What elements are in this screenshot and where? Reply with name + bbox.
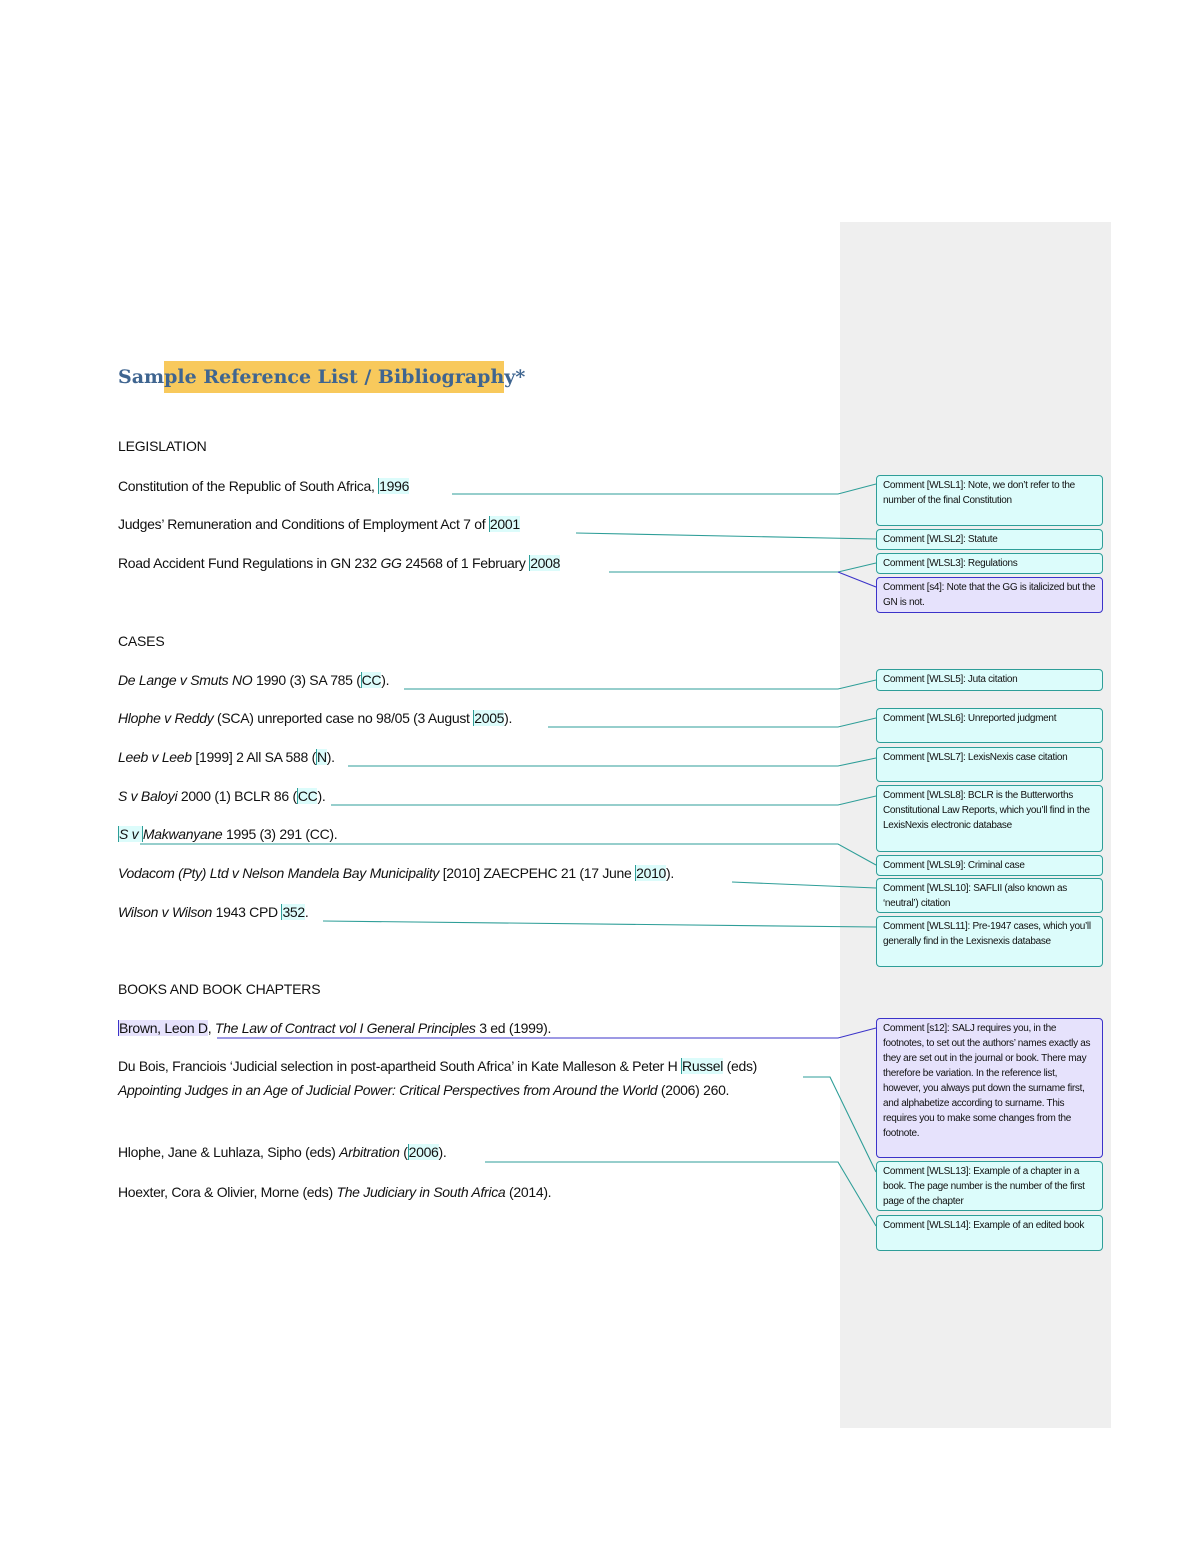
comment-anchor[interactable]: CC — [297, 788, 318, 804]
leader-line-8 — [331, 796, 876, 805]
leader-line-10 — [732, 882, 876, 888]
comment-balloon[interactable]: Comment [s4]: Note that the GG is italicized but the GN is not. — [876, 577, 1103, 613]
reference-wilson: Wilson v Wilson 1943 CPD 352. — [118, 904, 309, 920]
comment-anchor[interactable]: 2006 — [408, 1144, 439, 1160]
comment-balloon[interactable]: Comment [WLSL9]: Criminal case — [876, 855, 1103, 876]
leader-line-4 — [838, 572, 876, 587]
reference-de-lange: De Lange v Smuts NO 1990 (3) SA 785 (CC). — [118, 672, 390, 688]
reference-hlophe-luhlaza: Hlophe, Jane & Luhlaza, Sipho (eds) Arbitration (2006). — [118, 1144, 447, 1160]
reference-leeb: Leeb v Leeb [1999] 2 All SA 588 (N). — [118, 749, 335, 765]
comment-balloon[interactable]: Comment [s12]: SALJ requires you, in the footnotes, to set out the authors’ names exactly as they are set out in the journal or book. There may therefore be variation. In the reference list, however, you always put down the surname first, and alphabetize according to surname. This requires you to make some changes from the footnote. — [876, 1018, 1103, 1158]
reference-vodacom: Vodacom (Pty) Ltd v Nelson Mandela Bay Municipality [2010] ZAECPEHC 21 (17 June 2010). — [118, 865, 674, 881]
comment-balloon[interactable]: Comment [WLSL11]: Pre-1947 cases, which you’ll generally find in the Lexisnexis database — [876, 916, 1103, 967]
comment-anchor[interactable]: 2010 — [636, 865, 667, 881]
comment-balloon[interactable]: Comment [WLSL14]: Example of an edited book — [876, 1215, 1103, 1251]
comment-balloon[interactable]: Comment [WLSL13]: Example of a chapter in a book. The page number is the number of the first page of the chapter — [876, 1161, 1103, 1211]
reference-constitution: Constitution of the Republic of South Africa, 1996 — [118, 478, 410, 494]
leader-line-5 — [404, 680, 876, 689]
reference-hlophe-reddy: Hlophe v Reddy (SCA) unreported case no 98/05 (3 August 2005). — [118, 710, 513, 726]
comment-anchor[interactable]: 2001 — [489, 516, 520, 532]
comment-balloon[interactable]: Comment [WLSL1]: Note, we don’t refer to the number of the final Constitution — [876, 475, 1103, 526]
section-heading-cases: CASES — [118, 633, 165, 649]
comment-anchor[interactable]: 352 — [282, 904, 305, 920]
comment-anchor[interactable]: N — [316, 749, 327, 765]
comment-anchor[interactable]: 2005 — [474, 710, 505, 726]
comment-anchor[interactable]: S v — [119, 826, 142, 842]
comment-anchor[interactable]: CC — [361, 672, 382, 688]
page-title: Sample Reference List / Bibliography* — [118, 366, 525, 388]
leader-line-3 — [609, 563, 876, 572]
comment-anchor[interactable]: Russel — [682, 1058, 724, 1074]
comment-balloon[interactable]: Comment [WLSL3]: Regulations — [876, 553, 1103, 574]
comment-balloon[interactable]: Comment [WLSL2]: Statute — [876, 529, 1103, 550]
comment-anchor[interactable]: 2008 — [530, 555, 561, 571]
section-heading-books: BOOKS AND BOOK CHAPTERS — [118, 981, 321, 997]
section-heading-legislation: LEGISLATION — [118, 438, 207, 454]
comment-balloon[interactable]: Comment [WLSL6]: Unreported judgment — [876, 708, 1103, 743]
reference-brown: Brown, Leon D, The Law of Contract vol I General Principles 3 ed (1999). — [119, 1020, 552, 1036]
comment-balloon[interactable]: Comment [WLSL8]: BCLR is the Butterworths Constitutional Law Reports, which you’ll find in the LexisNexis electronic database — [876, 785, 1103, 852]
comment-anchor[interactable]: Brown, Leon D — [119, 1020, 208, 1036]
leader-line-7 — [348, 758, 876, 766]
leader-line-11 — [323, 921, 876, 927]
reference-raf-regulations: Road Accident Fund Regulations in GN 232 GG 24568 of 1 February 2008 — [118, 555, 561, 571]
reference-baloyi: S v Baloyi 2000 (1) BCLR 86 (CC). — [118, 788, 326, 804]
reference-judges-act: Judges’ Remuneration and Conditions of Employment Act 7 of 2001 — [118, 516, 520, 532]
comment-anchor[interactable]: 1996 — [379, 478, 410, 494]
reference-makwanyane: S v Makwanyane 1995 (3) 291 (CC). — [119, 826, 338, 842]
comment-balloon[interactable]: Comment [WLSL7]: LexisNexis case citation — [876, 747, 1103, 782]
leader-line-1 — [452, 484, 876, 494]
title-highlight: ple Reference List / Bibliograph — [164, 361, 504, 393]
reference-hoexter: Hoexter, Cora & Olivier, Morne (eds) The Judiciary in South Africa (2014). — [118, 1184, 552, 1200]
comment-balloon[interactable]: Comment [WLSL5]: Juta citation — [876, 669, 1103, 691]
reference-du-bois: Du Bois, Franciois ‘Judicial selection in post-apartheid South Africa’ in Kate Malleson & Peter H Russel (eds) Appointing Judges in an Age of Judicial Power: Critical Perspectives from Around the World (2006) 260. — [118, 1058, 758, 1098]
leader-line-6 — [548, 718, 876, 727]
leader-line-2 — [576, 533, 876, 539]
comment-balloon[interactable]: Comment [WLSL10]: SAFLII (also known as ‘neutral’) citation — [876, 878, 1103, 913]
